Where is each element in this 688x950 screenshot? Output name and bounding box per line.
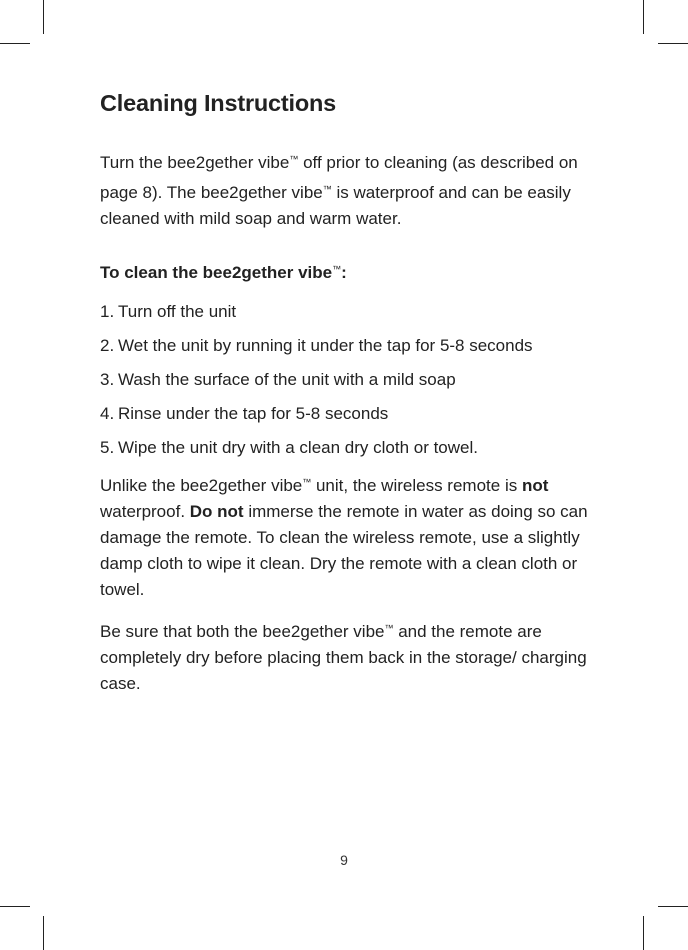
- trademark-symbol: ™: [332, 264, 342, 274]
- trademark-symbol: ™: [302, 477, 312, 487]
- crop-mark: [658, 43, 688, 44]
- list-item: 1. Turn off the unit: [100, 302, 237, 321]
- crop-mark: [43, 0, 44, 34]
- trademark-symbol: ™: [384, 623, 394, 633]
- list-item: 5. Wipe the unit dry with a clean dry cloth or towel.: [100, 438, 478, 457]
- crop-mark: [643, 916, 644, 950]
- page-title: Cleaning Instructions: [100, 90, 337, 116]
- crop-mark: [43, 916, 44, 950]
- emphasis-do-not: Do not: [189, 502, 244, 521]
- list-item: 4. Rinse under the tap for 5-8 seconds: [100, 404, 389, 423]
- dry-paragraph: Be sure that both the bee2gether vibe™ and the remote are completely dry before placing them back in the storage/ charging case.: [100, 622, 587, 693]
- cleaning-steps-list: [100, 299, 600, 461]
- crop-mark: [643, 0, 644, 34]
- list-item: 3. Wash the surface of the unit with a mild soap: [100, 370, 456, 389]
- remote-paragraph: Unlike the bee2gether vibe™ unit, the wireless remote is not waterproof. Do not immerse the remote in water as doing so can damage the remote. To clean the wireless remote, use a slightly damp cloth to wipe it clean. Dry the remote with a clean cloth or towel.: [100, 476, 588, 599]
- crop-mark: [0, 906, 30, 907]
- list-item: 2. Wet the unit by running it under the tap for 5-8 seconds: [100, 336, 533, 355]
- page-content: [100, 90, 600, 697]
- crop-mark: [658, 906, 688, 907]
- page-number: 9: [340, 852, 348, 868]
- emphasis-not: not: [521, 476, 549, 495]
- crop-mark: [0, 43, 30, 44]
- section-subheading: To clean the bee2gether vibe™:: [100, 263, 347, 282]
- trademark-symbol: ™: [322, 184, 332, 194]
- intro-paragraph: Turn the bee2gether vibe™ off prior to cleaning (as described on page 8). The bee2gether vibe™ is waterproof and can be easily cleaned with mild soap and warm water.: [100, 153, 578, 228]
- trademark-symbol: ™: [289, 154, 299, 164]
